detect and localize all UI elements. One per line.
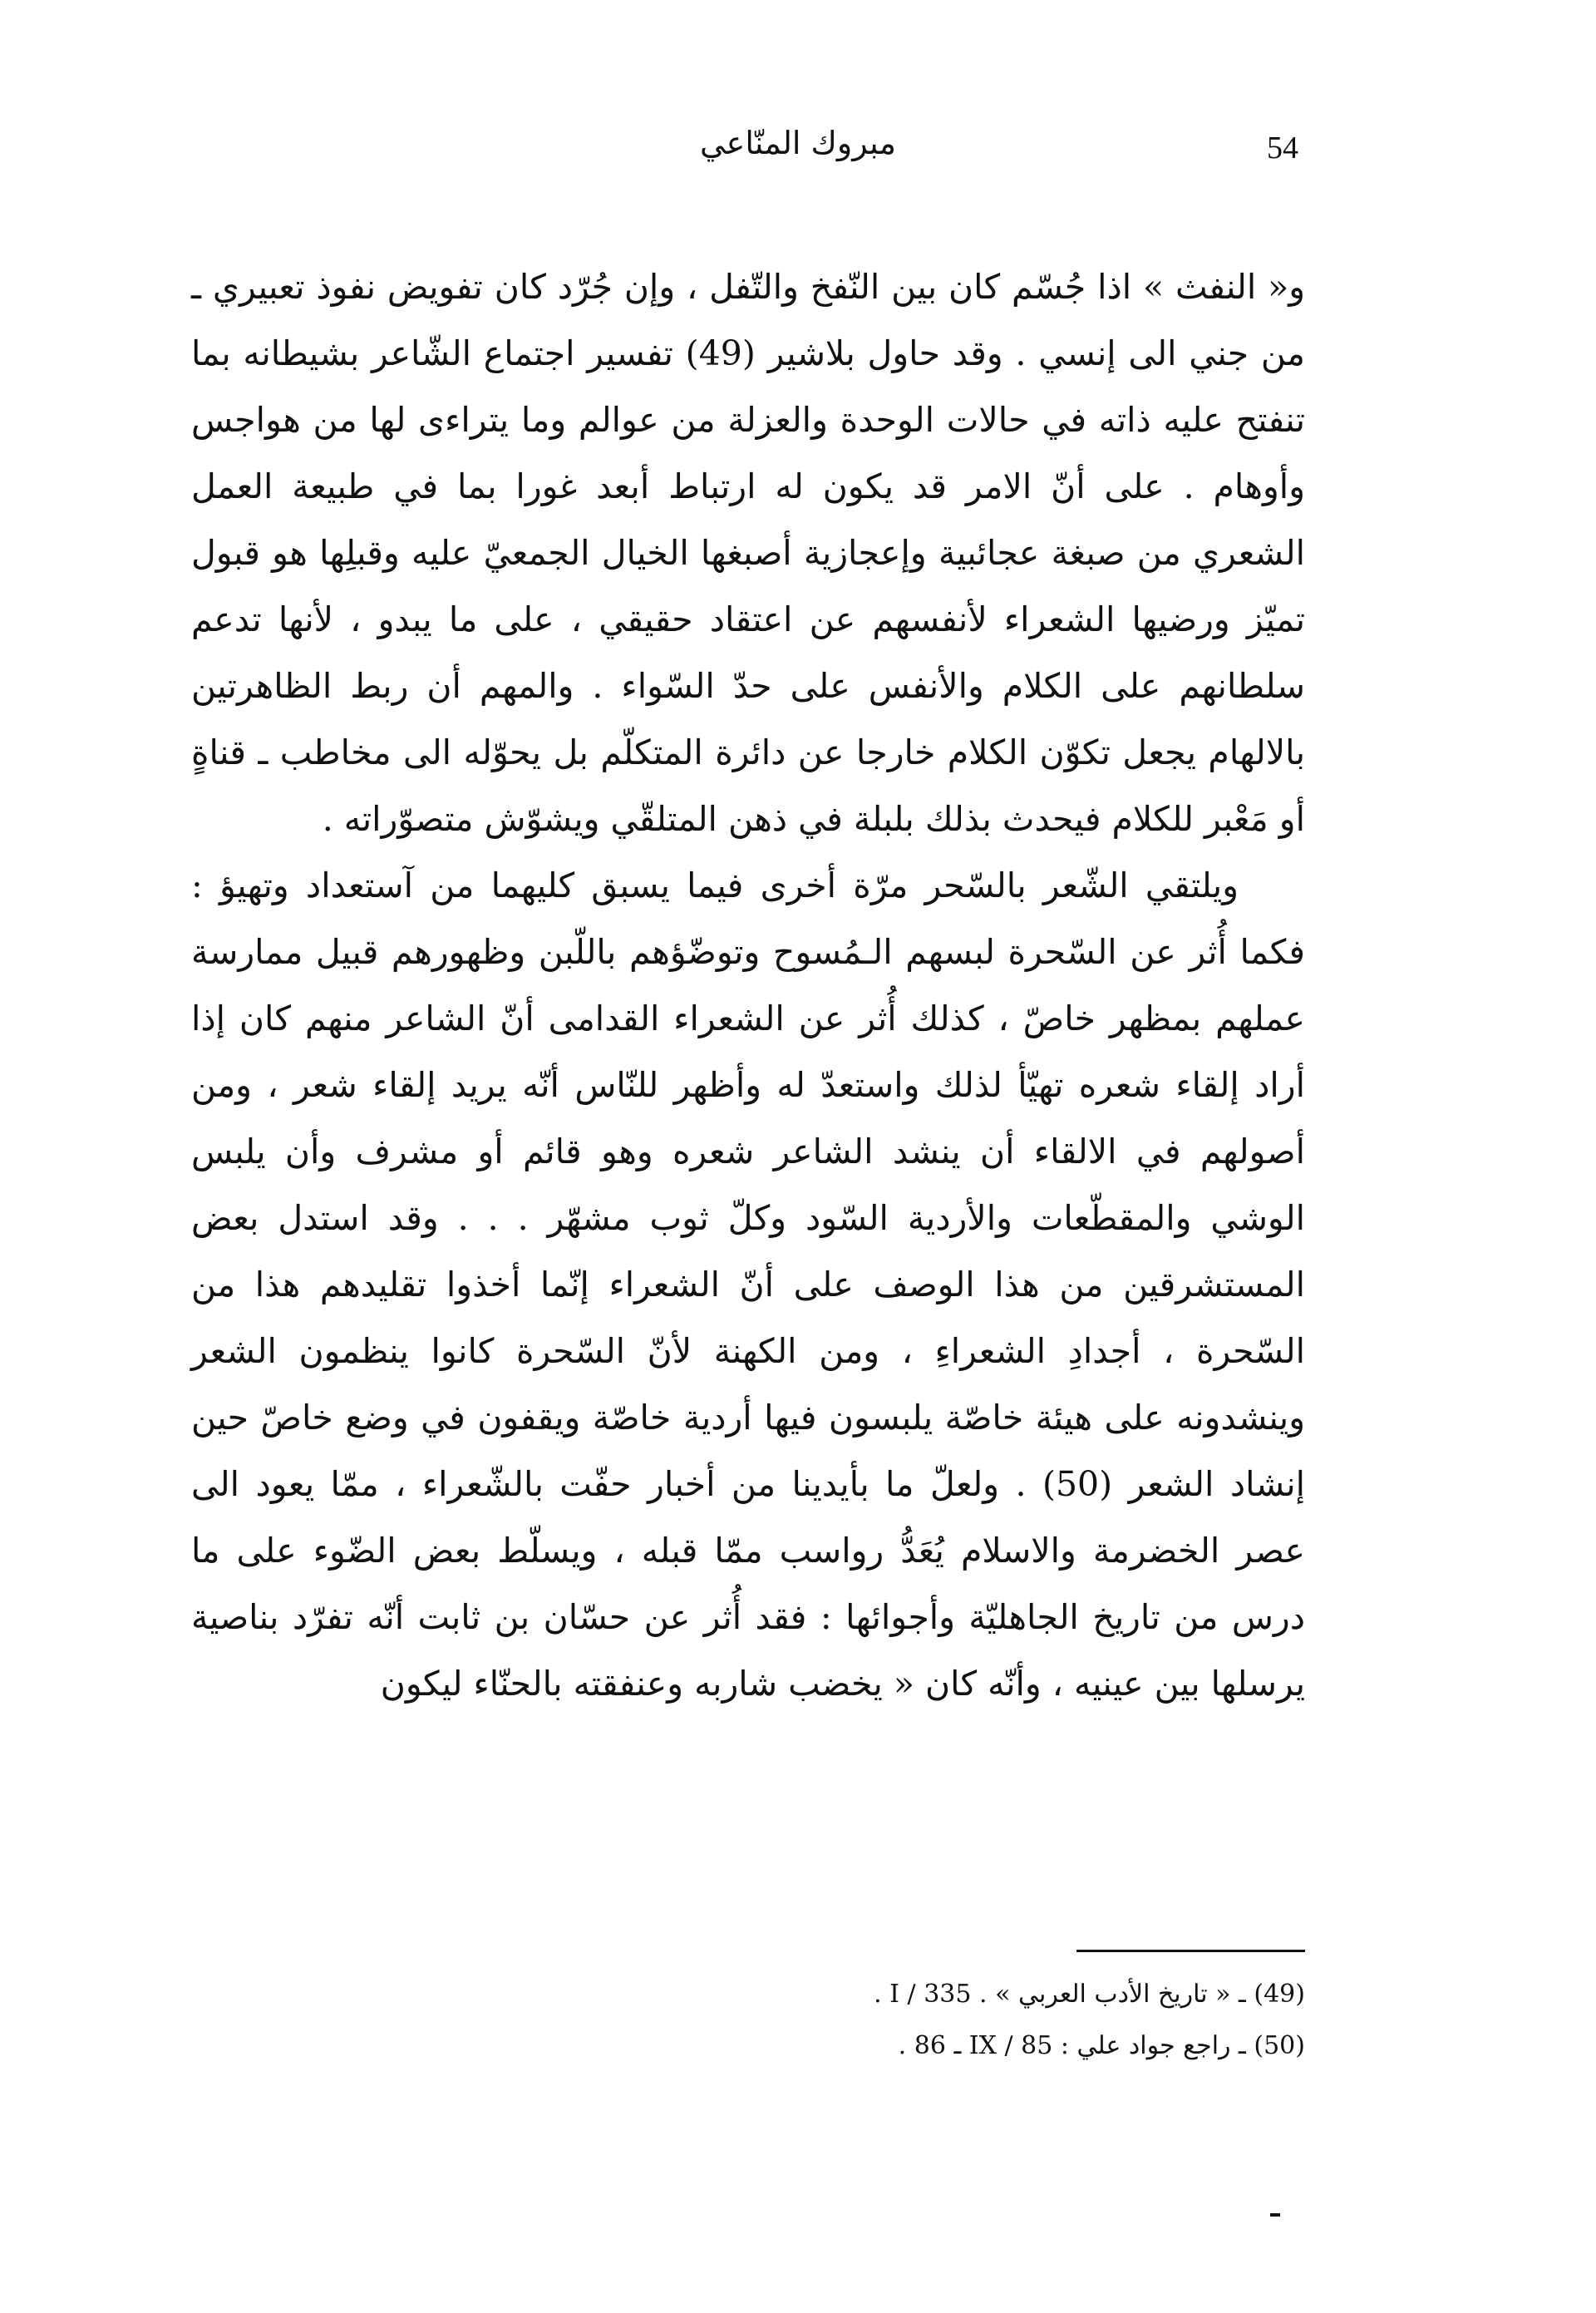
paragraph-1: و« النفث » اذا جُسّم كان بين النّفخ والتّفل ، وإن جُرّد كان تفويض نفوذ تعبيري ـ من جني الى إنسي . وقد حاول بلاشير (49) تفسير اجتماع الشّاعر بشيطانه بما تنفتح عليه ذاته في حالات الوحدة والعزلة من عوالم وما يتراءى لها من هواجس وأوهام . على أنّ الامر قد يكون له ارتباط أبعد غورا بما في طبيعة العمل الشعري من صبغة عجائبية وإعجازية أصبغها الخيال الجمعيّ عليه وقبلِها هو قبول تميّز ورضيها الشعراء لأنفسهم عن اعتقاد حقيقي ، على ما يبدو ، لأنها تدعم سلطانهم على الكلام والأنفس على حدّ السّواء . والمهم أن ربط الظاهرتين بالالهام يجعل تكوّن الكلام خارجا عن دائرة المتكلّم بل يحوّله الى مخاطب ـ قناةٍ أو مَعْبر للكلام فيحدث بذلك بلبلة في ذهن المتلقّي ويشوّش متصوّراته .	[191, 267, 1306, 839]
page-end-mark	[1270, 2213, 1280, 2217]
footnote-49: (49) ـ « تاريخ الأدب العربي » . I / 335 .	[874, 1980, 1305, 2009]
footnote-50: (50) ـ راجع جواد علي : IX / 85 ـ 86 .	[898, 2031, 1305, 2060]
page-number: 54	[1267, 131, 1298, 165]
author-name: مبروك المنّاعي	[699, 125, 897, 161]
main-text	[191, 254, 1305, 1717]
footnotes	[191, 1969, 1305, 2072]
running-header	[0, 125, 1596, 175]
footnote-separator	[1076, 1950, 1305, 1952]
paragraph-2: ويلتقي الشّعر بالسّحر مرّة أخرى فيما يسبق كليهما من آستعداد وتهيؤ : فكما أُثر عن السّحرة لبسهم الـمُسوح وتوضّؤهم باللّبن وظهورهم قبيل ممارسة عملهم بمظهر خاصّ ، كذلك أُثر عن الشعراء القدامى أنّ الشاعر منهم كان إذا أراد إلقاء شعره تهيّأ لذلك واستعدّ له وأظهر للنّاس أنّه يريد إلقاء شعر ، ومن أصولهم في الالقاء أن ينشد الشاعر شعره وهو قائم أو مشرف وأن يلبس الوشي والمقطّعات والأردية السّود وكلّ ثوب مشهّر . . . وقد استدل بعض المستشرقين من هذا الوصف على أنّ الشعراء إنّما أخذوا تقليدهم هذا من السّحرة ، أجدادِ الشعراءِ ، ومن الكهنة لأنّ السّحرة كانوا ينظمون الشعر وينشدونه على هيئة خاصّة يلبسون فيها أردية خاصّة ويقفون في وضع خاصّ حين إنشاد الشعر (50) . ولعلّ ما بأيدينا من أخبار حفّت بالشّعراء ، ممّا يعود الى عصر الخضرمة والاسلام يُعَدُّ رواسب ممّا قبله ، ويسلّط بعض الضّوء على ما درس من تاريخ الجاهليّة وأجوائها : فقد أُثر عن حسّان بن ثابت أنّه تفرّد بناصية يرسلها بين عينيه ، وأنّه كان « يخضب شاربه وعنفقته بالحنّاء ليكون	[191, 866, 1305, 1704]
